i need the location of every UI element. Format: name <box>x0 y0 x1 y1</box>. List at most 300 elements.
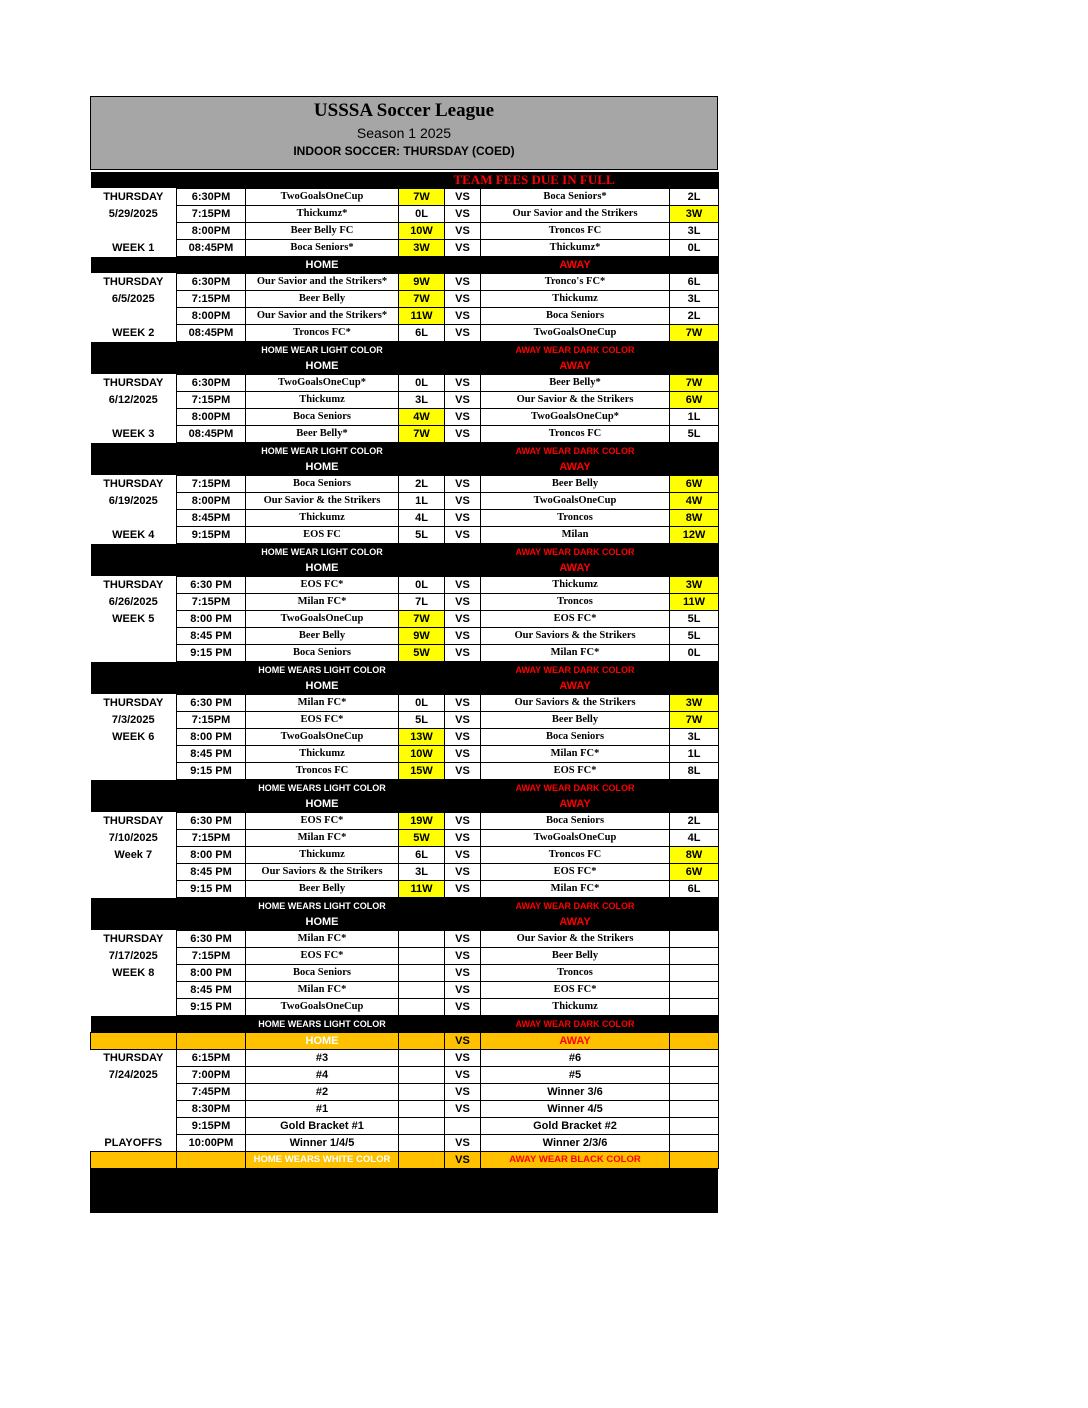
week-info: 7/24/2025 <box>91 1067 177 1084</box>
away-score: 4L <box>670 830 719 847</box>
away-score: 3W <box>670 206 719 223</box>
vs-label: VS <box>445 426 481 443</box>
away-score <box>670 982 719 999</box>
color-rule-row <box>91 1016 719 1033</box>
away-score: 5L <box>670 628 719 645</box>
home-team: Milan FC* <box>246 931 399 948</box>
home-score: 5W <box>399 645 445 662</box>
away-label: AWAY WEAR DARK COLOR <box>481 1016 670 1033</box>
away-score: 11W <box>670 594 719 611</box>
away-team: Troncos FC <box>481 223 670 240</box>
vs-label: VS <box>445 392 481 409</box>
away-team: Milan <box>481 527 670 544</box>
home-score: 0L <box>399 375 445 392</box>
vs-label: VS <box>445 527 481 544</box>
vs-label: VS <box>445 409 481 426</box>
vs-label: VS <box>445 999 481 1016</box>
home-team: Thickumz <box>246 746 399 763</box>
away-team: EOS FC* <box>481 611 670 628</box>
away-score: 3W <box>670 695 719 712</box>
away-team: Troncos <box>481 965 670 982</box>
game-time: 6:30PM <box>177 189 246 206</box>
vs-label: VS <box>445 645 481 662</box>
home-label: HOME <box>246 1033 399 1050</box>
color-rule-row <box>91 342 719 359</box>
week-info: 5/29/2025 <box>91 206 177 223</box>
home-team: Thickumz <box>246 847 399 864</box>
color-rule-row <box>91 780 719 797</box>
vs-label: VS <box>445 493 481 510</box>
playoff-row <box>91 1118 719 1135</box>
week-info <box>91 308 177 325</box>
home-team: #4 <box>246 1067 399 1084</box>
week-info: WEEK 6 <box>91 729 177 746</box>
away-score: 5L <box>670 426 719 443</box>
home-label: HOME WEARS WHITE COLOR <box>246 1152 399 1169</box>
home-team: TwoGoalsOneCup* <box>246 375 399 392</box>
game-row <box>91 611 719 628</box>
home-away-row <box>91 459 719 476</box>
week-info: 6/5/2025 <box>91 291 177 308</box>
away-score <box>670 948 719 965</box>
away-score: 7W <box>670 712 719 729</box>
week-info <box>91 881 177 898</box>
game-row <box>91 948 719 965</box>
game-row <box>91 999 719 1016</box>
home-team: Boca Seniors <box>246 409 399 426</box>
week-info <box>91 510 177 527</box>
game-time: 8:00 PM <box>177 847 246 864</box>
game-time: 8:00 PM <box>177 611 246 628</box>
vs-label: VS <box>445 746 481 763</box>
vs-label: VS <box>445 965 481 982</box>
away-team: Winner 2/3/6 <box>481 1135 670 1152</box>
vs-label: VS <box>445 274 481 291</box>
playoff-row <box>91 1050 719 1067</box>
week-info: THURSDAY <box>91 375 177 392</box>
away-score: 0L <box>670 240 719 257</box>
game-time: 8:45 PM <box>177 628 246 645</box>
away-team: Thickumz <box>481 291 670 308</box>
home-team: #3 <box>246 1050 399 1067</box>
playoff-row <box>91 1067 719 1084</box>
home-team: Boca Seniors <box>246 645 399 662</box>
vs-label: VS <box>445 931 481 948</box>
week-info <box>91 223 177 240</box>
game-row <box>91 577 719 594</box>
away-score: 4W <box>670 493 719 510</box>
home-team: Boca Seniors <box>246 965 399 982</box>
home-score <box>399 999 445 1016</box>
game-time: 8:45 PM <box>177 982 246 999</box>
away-score <box>670 1135 719 1152</box>
home-score: 7W <box>399 291 445 308</box>
game-time: 7:00PM <box>177 1067 246 1084</box>
week-info: THURSDAY <box>91 1050 177 1067</box>
home-team: Milan FC* <box>246 695 399 712</box>
home-away-row <box>91 914 719 931</box>
game-row <box>91 510 719 527</box>
home-team: Our Savior & the Strikers <box>246 493 399 510</box>
away-team: Milan FC* <box>481 645 670 662</box>
away-score: 8W <box>670 847 719 864</box>
game-row <box>91 982 719 999</box>
game-row <box>91 308 719 325</box>
home-team: Our Savior and the Strikers* <box>246 274 399 291</box>
week-info <box>91 1118 177 1135</box>
home-score: 0L <box>399 206 445 223</box>
away-label: AWAY <box>481 914 670 931</box>
home-score: 7L <box>399 594 445 611</box>
home-score: 1L <box>399 493 445 510</box>
week-info <box>91 763 177 780</box>
away-label: AWAY WEAR DARK COLOR <box>481 662 670 679</box>
vs-label: VS <box>445 1152 481 1169</box>
game-time: 08:45PM <box>177 325 246 342</box>
away-team: Troncos <box>481 594 670 611</box>
home-score: 15W <box>399 763 445 780</box>
color-rule-row <box>91 544 719 561</box>
game-row <box>91 881 719 898</box>
vs-label: VS <box>445 223 481 240</box>
home-score: 9W <box>399 274 445 291</box>
vs-label: VS <box>445 1135 481 1152</box>
away-label: AWAY <box>481 1033 670 1050</box>
game-time: 7:15PM <box>177 291 246 308</box>
game-time: 6:30 PM <box>177 813 246 830</box>
league-header <box>90 96 718 170</box>
home-label: HOME WEARS LIGHT COLOR <box>246 898 399 915</box>
game-time: 9:15 PM <box>177 881 246 898</box>
away-score: 0L <box>670 645 719 662</box>
home-team: TwoGoalsOneCup <box>246 611 399 628</box>
away-team: Beer Belly* <box>481 375 670 392</box>
away-team: Troncos <box>481 510 670 527</box>
away-team: Our Saviors & the Strikers <box>481 628 670 645</box>
away-label: AWAY WEAR DARK COLOR <box>481 443 670 460</box>
schedule-table <box>90 172 719 1169</box>
playoff-color-row <box>91 1152 719 1169</box>
away-team: Boca Seniors* <box>481 189 670 206</box>
home-score <box>399 931 445 948</box>
away-score: 6L <box>670 881 719 898</box>
week-info: WEEK 4 <box>91 527 177 544</box>
away-team: Tronco's FC* <box>481 274 670 291</box>
week-info <box>91 1101 177 1118</box>
vs-label: VS <box>445 628 481 645</box>
vs-label: VS <box>445 189 481 206</box>
home-team: EOS FC* <box>246 948 399 965</box>
game-time: 9:15 PM <box>177 645 246 662</box>
game-row <box>91 931 719 948</box>
home-label: HOME WEAR LIGHT COLOR <box>246 443 399 460</box>
vs-label: VS <box>445 1050 481 1067</box>
away-label: AWAY <box>481 358 670 375</box>
vs-label: VS <box>445 864 481 881</box>
game-time: 9:15 PM <box>177 763 246 780</box>
home-team: Gold Bracket #1 <box>246 1118 399 1135</box>
week-info <box>91 1084 177 1101</box>
home-score: 2L <box>399 476 445 493</box>
home-away-row <box>91 257 719 274</box>
vs-label: VS <box>445 206 481 223</box>
game-row <box>91 476 719 493</box>
away-score <box>670 1084 719 1101</box>
game-time: 9:15 PM <box>177 999 246 1016</box>
home-team: Beer Belly* <box>246 426 399 443</box>
game-time: 8:00 PM <box>177 965 246 982</box>
away-score: 3L <box>670 729 719 746</box>
away-team: Boca Seniors <box>481 308 670 325</box>
away-label: AWAY WEAR DARK COLOR <box>481 342 670 359</box>
vs-label: VS <box>445 813 481 830</box>
away-team: Winner 3/6 <box>481 1084 670 1101</box>
game-row <box>91 409 719 426</box>
vs-label: VS <box>445 476 481 493</box>
week-info: THURSDAY <box>91 931 177 948</box>
game-time: 8:00 PM <box>177 729 246 746</box>
home-label: HOME WEAR LIGHT COLOR <box>246 544 399 561</box>
team-fees-notice: TEAM FEES DUE IN FULL <box>399 172 670 189</box>
home-away-row <box>91 358 719 375</box>
game-time: 6:30 PM <box>177 695 246 712</box>
away-label: AWAY <box>481 459 670 476</box>
game-row <box>91 189 719 206</box>
game-time: 6:30 PM <box>177 577 246 594</box>
home-team: Thickumz <box>246 510 399 527</box>
home-score: 7W <box>399 611 445 628</box>
game-row <box>91 206 719 223</box>
home-team: EOS FC* <box>246 813 399 830</box>
home-team: Beer Belly FC <box>246 223 399 240</box>
footer-bar <box>90 1169 718 1213</box>
home-score: 10W <box>399 746 445 763</box>
week-info: THURSDAY <box>91 274 177 291</box>
home-team: TwoGoalsOneCup <box>246 189 399 206</box>
game-row <box>91 325 719 342</box>
away-team: #5 <box>481 1067 670 1084</box>
home-score: 3W <box>399 240 445 257</box>
game-time: 8:45 PM <box>177 864 246 881</box>
home-score: 6L <box>399 847 445 864</box>
away-score: 12W <box>670 527 719 544</box>
away-score: 7W <box>670 375 719 392</box>
vs-label: VS <box>445 611 481 628</box>
week-info: 6/19/2025 <box>91 493 177 510</box>
away-team: TwoGoalsOneCup <box>481 493 670 510</box>
week-info: 7/10/2025 <box>91 830 177 847</box>
home-score: 7W <box>399 189 445 206</box>
game-time: 8:00PM <box>177 409 246 426</box>
game-time: 7:15PM <box>177 476 246 493</box>
away-team: EOS FC* <box>481 864 670 881</box>
week-info: WEEK 5 <box>91 611 177 628</box>
game-row <box>91 240 719 257</box>
game-time: 8:45 PM <box>177 746 246 763</box>
away-score <box>670 931 719 948</box>
home-team: Thickumz <box>246 392 399 409</box>
week-info: 7/17/2025 <box>91 948 177 965</box>
home-score: 13W <box>399 729 445 746</box>
game-time: 6:15PM <box>177 1050 246 1067</box>
away-label: AWAY <box>481 678 670 695</box>
vs-label: VS <box>445 881 481 898</box>
game-row <box>91 392 719 409</box>
game-row <box>91 830 719 847</box>
away-team: Thickumz <box>481 577 670 594</box>
away-label: AWAY <box>481 560 670 577</box>
game-time: 08:45PM <box>177 426 246 443</box>
vs-label: VS <box>445 847 481 864</box>
away-team: Our Savior and the Strikers <box>481 206 670 223</box>
home-score: 0L <box>399 577 445 594</box>
home-team: EOS FC* <box>246 712 399 729</box>
game-row <box>91 527 719 544</box>
home-score: 11W <box>399 881 445 898</box>
away-team: Beer Belly <box>481 476 670 493</box>
away-score <box>670 1118 719 1135</box>
game-row <box>91 712 719 729</box>
home-team: EOS FC* <box>246 577 399 594</box>
home-team: Winner 1/4/5 <box>246 1135 399 1152</box>
home-label: HOME <box>246 358 399 375</box>
home-score: 3L <box>399 864 445 881</box>
away-team: Boca Seniors <box>481 813 670 830</box>
game-time: 8:00PM <box>177 493 246 510</box>
home-team: Thickumz* <box>246 206 399 223</box>
away-score: 1L <box>670 746 719 763</box>
week-info: THURSDAY <box>91 476 177 493</box>
home-team: Milan FC* <box>246 594 399 611</box>
away-score: 6W <box>670 392 719 409</box>
playoff-row <box>91 1084 719 1101</box>
vs-label: VS <box>445 695 481 712</box>
week-info: Week 7 <box>91 847 177 864</box>
away-score: 1L <box>670 409 719 426</box>
home-team: TwoGoalsOneCup <box>246 999 399 1016</box>
away-score: 6L <box>670 274 719 291</box>
game-row <box>91 763 719 780</box>
week-info: PLAYOFFS <box>91 1135 177 1152</box>
home-team: Beer Belly <box>246 291 399 308</box>
game-time: 08:45PM <box>177 240 246 257</box>
home-score: 9W <box>399 628 445 645</box>
home-score <box>399 1118 445 1135</box>
week-info <box>91 746 177 763</box>
away-score: 2L <box>670 189 719 206</box>
home-label: HOME <box>246 257 399 274</box>
away-score: 6W <box>670 864 719 881</box>
away-score: 6W <box>670 476 719 493</box>
home-team: Boca Seniors <box>246 476 399 493</box>
home-score: 4L <box>399 510 445 527</box>
game-row <box>91 594 719 611</box>
game-time: 6:30 PM <box>177 931 246 948</box>
home-label: HOME WEARS LIGHT COLOR <box>246 662 399 679</box>
game-time: 10:00PM <box>177 1135 246 1152</box>
home-score <box>399 965 445 982</box>
away-label: AWAY WEAR DARK COLOR <box>481 780 670 797</box>
home-away-row <box>91 678 719 695</box>
week-info: 6/12/2025 <box>91 392 177 409</box>
away-team: Beer Belly <box>481 948 670 965</box>
vs-label: VS <box>445 948 481 965</box>
home-team: EOS FC <box>246 527 399 544</box>
home-team: Milan FC* <box>246 830 399 847</box>
away-team: TwoGoalsOneCup <box>481 325 670 342</box>
color-rule-row <box>91 443 719 460</box>
week-info: WEEK 2 <box>91 325 177 342</box>
home-away-row <box>91 796 719 813</box>
game-row <box>91 291 719 308</box>
vs-label: VS <box>445 712 481 729</box>
league-subtitle: INDOOR SOCCER: THURSDAY (COED) <box>293 144 515 158</box>
game-row <box>91 813 719 830</box>
home-away-row <box>91 560 719 577</box>
away-score: 3W <box>670 577 719 594</box>
away-label: AWAY WEAR DARK COLOR <box>481 544 670 561</box>
away-team: Gold Bracket #2 <box>481 1118 670 1135</box>
vs-label <box>445 1118 481 1135</box>
away-team: Boca Seniors <box>481 729 670 746</box>
away-score <box>670 1101 719 1118</box>
vs-label: VS <box>445 375 481 392</box>
home-team: Beer Belly <box>246 628 399 645</box>
home-score: 4W <box>399 409 445 426</box>
color-rule-row <box>91 662 719 679</box>
game-row <box>91 493 719 510</box>
game-time: 6:30PM <box>177 375 246 392</box>
home-team: Beer Belly <box>246 881 399 898</box>
week-info: 7/3/2025 <box>91 712 177 729</box>
game-time: 7:15PM <box>177 594 246 611</box>
away-team: Troncos FC <box>481 426 670 443</box>
vs-label: VS <box>445 729 481 746</box>
week-info: WEEK 8 <box>91 965 177 982</box>
away-team: Our Saviors & the Strikers <box>481 695 670 712</box>
home-team: #2 <box>246 1084 399 1101</box>
week-info <box>91 628 177 645</box>
away-score: 3L <box>670 291 719 308</box>
home-score <box>399 982 445 999</box>
away-team: EOS FC* <box>481 763 670 780</box>
away-score <box>670 1067 719 1084</box>
game-time: 9:15PM <box>177 1118 246 1135</box>
week-info: THURSDAY <box>91 813 177 830</box>
away-score: 3L <box>670 223 719 240</box>
week-info <box>91 982 177 999</box>
game-time: 8:30PM <box>177 1101 246 1118</box>
game-row <box>91 426 719 443</box>
game-time: 9:15PM <box>177 527 246 544</box>
home-label: HOME <box>246 796 399 813</box>
schedule-sheet <box>90 96 718 1213</box>
away-team: Milan FC* <box>481 881 670 898</box>
away-team: Milan FC* <box>481 746 670 763</box>
game-row <box>91 274 719 291</box>
week-info <box>91 409 177 426</box>
vs-label: VS <box>445 594 481 611</box>
league-title: USSSA Soccer League <box>313 100 495 121</box>
week-info <box>91 864 177 881</box>
home-team: Boca Seniors* <box>246 240 399 257</box>
home-label: HOME <box>246 459 399 476</box>
vs-label: VS <box>445 1084 481 1101</box>
vs-label: VS <box>445 291 481 308</box>
game-time: 7:15PM <box>177 948 246 965</box>
home-team: Our Saviors & the Strikers <box>246 864 399 881</box>
game-time: 7:45PM <box>177 1084 246 1101</box>
